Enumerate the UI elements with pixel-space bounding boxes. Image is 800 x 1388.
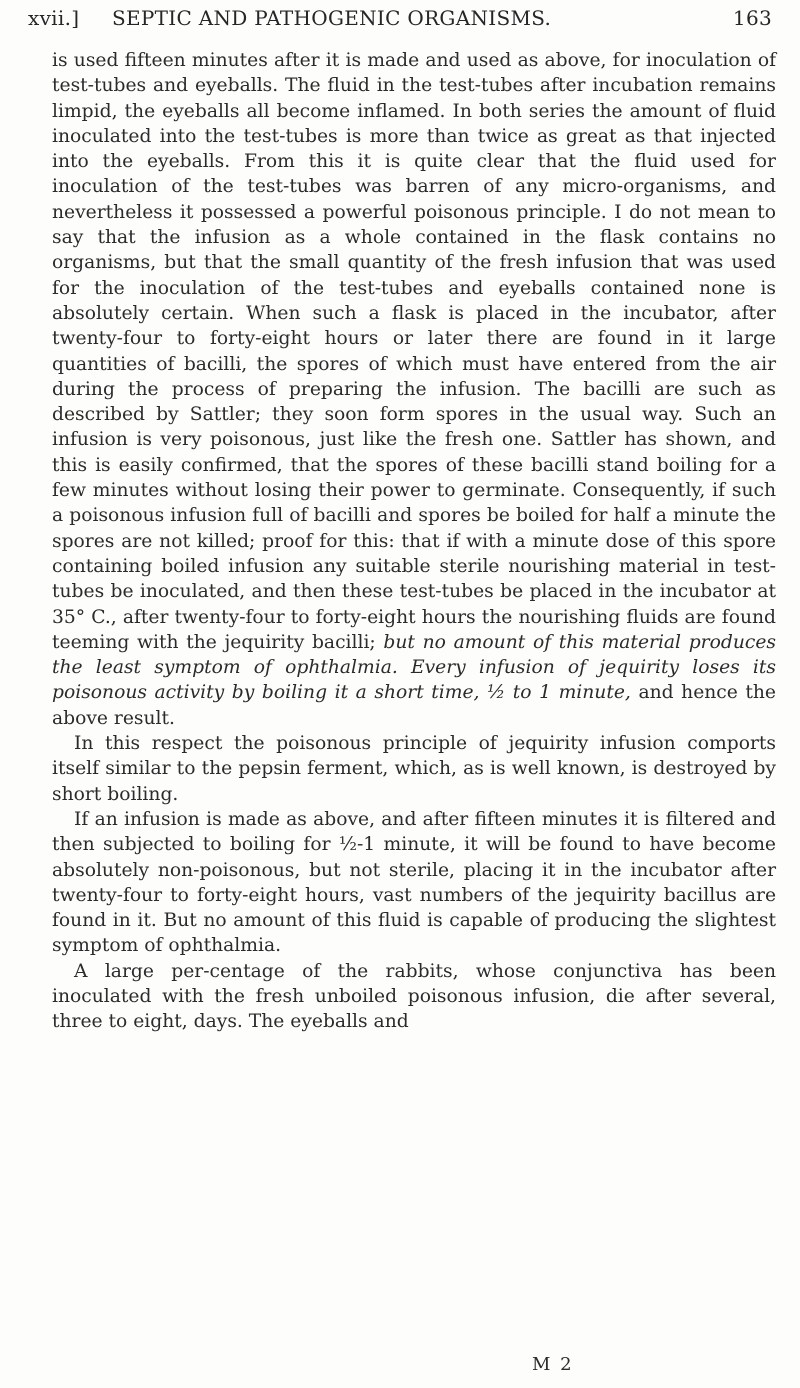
paragraph-3: If an infusion is made as above, and after fifteen minutes it is filtered and then subjected to boiling for ½-1 minute, it will be found to have become absolutely non-poisonous, but not sterile, placing it in the incubator after twenty-four to forty-eight hours, vast numbers of the jequirity bacillus are found in it. But no amount of this fluid is capable of producing the slightest symptom of ophthalmia.	[52, 808, 776, 957]
paragraph-4: A large per-centage of the rabbits, whose conjunctiva has been inoculated with the fresh unboiled poisonous infusion, die after several, three to eight, days. The eyeballs and	[52, 960, 776, 1033]
chapter-title: SEPTIC AND PATHOGENIC ORGANISMS.	[112, 6, 552, 30]
paragraph-1-text: is used fifteen minutes after it is made and used as above, for inoculation of test-tubes and eyeballs. The fluid in the test-tubes after incubation remains limpid, the eyeballs all become inflamed. In both series the amount of fluid inoculated into the test-tubes is more than twice as great as that injected into the eyeballs. From this it is quite clear that the fluid used for inoculation of the test-tubes was barren of any micro-organisms, and nevertheless it possessed a powerful poisonous principle. I do not mean to say that the infusion as a whole contained in the flask contains no organisms, but that the small quantity of the fresh infusion that was used for the inoculation of the test-tubes and eyeballs contained none is absolutely certain. When such a flask is placed in the incubator, after twenty-four to forty-eight hours or later there are found in it large quantities of bacilli, the spores of which must have entered from the air during the process of preparing the infusion. The bacilli are such as described by Sattler; they soon form spores in the usual way. Such an infusion is very poisonous, just like the fresh one. Sattler has shown, and this is easily confirmed, that the spores of these bacilli stand boiling for a few minutes without losing their power to germinate. Consequently, if such a poisonous infusion full of bacilli and spores be boiled for half a minute the spores are not killed; proof for this: that if with a minute dose of this spore containing boiled infusion any suitable sterile nourishing material in test-tubes be inoculated, and then these test-tubes be placed in the incubator at 35° C., after twenty-four to forty-eight hours the nourishing fluids are found teeming with the jequirity bacilli;	[52, 50, 776, 653]
body-text	[52, 48, 776, 1035]
page-number: 163	[732, 6, 772, 30]
paragraph-1-end-text: and hence the above result.	[52, 682, 776, 729]
chapter-number: xvii.]	[28, 6, 80, 30]
paragraph-1	[52, 48, 776, 731]
paragraph-2: In this respect the poisonous principle of jequirity infusion comports itself similar to the pepsin ferment, which, as is well known, is destroyed by short boiling.	[52, 733, 776, 805]
signature-mark: M 2	[532, 1354, 574, 1375]
paragraph-1-italic-text: but no amount of this material produces the least symptom of ophthalmia. Every infusion of jequirity loses its poisonous activity by boiling it a short time, ½ to 1 minute,	[52, 631, 776, 704]
running-head	[28, 6, 772, 38]
